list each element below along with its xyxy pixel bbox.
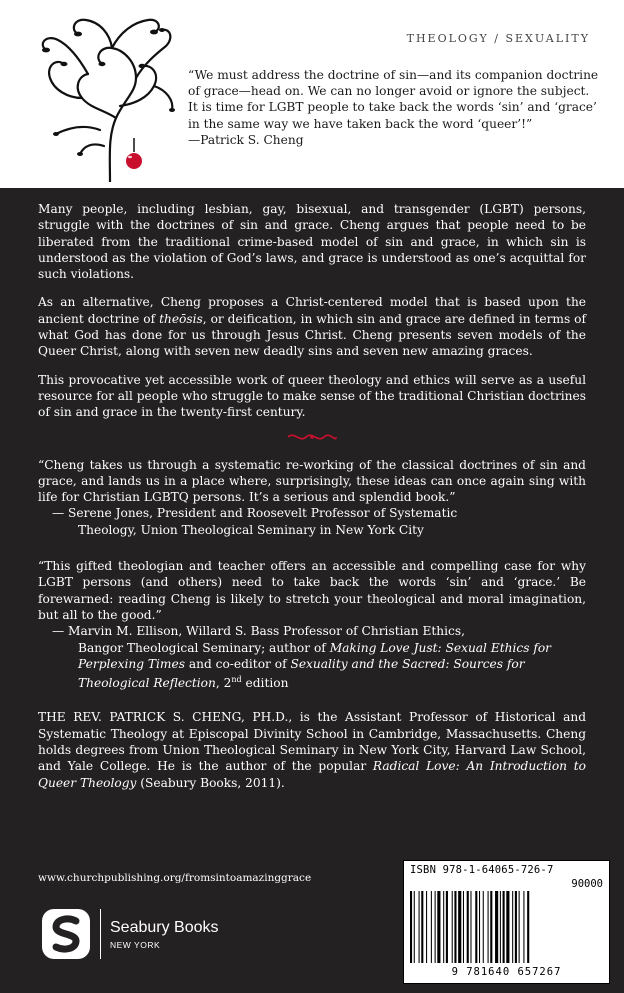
description-text: , or deification, in which sin and grace are defined in terms of what God has done for us through Jesus Christ. Cheng presents seven models of the Queer Christ, along with seven new deadly sins and seven new amazing graces. xyxy=(38,311,587,359)
publisher-logo xyxy=(42,907,292,963)
barcode-bar xyxy=(437,891,440,963)
barcode-bar xyxy=(443,891,444,963)
price-code: 90000 xyxy=(571,878,603,890)
publisher-city: NEW YORK xyxy=(110,940,161,950)
barcode-bar xyxy=(470,891,471,963)
barcode-bar xyxy=(488,891,489,963)
author-quote-text: “We must address the doctrine of sin—and its companion doctrine of grace—head on. We can no longer avoid or ignore the subject. It is time for LGBT people to take back the words ‘sin’ and ‘grace’ in the same way we have taken back the word ‘queer’!” xyxy=(188,68,599,131)
endorsement-byline xyxy=(38,505,586,538)
barcode-digits: 9 781640 657267 xyxy=(451,966,562,978)
author-quote-attribution: —Patrick S. Cheng xyxy=(188,132,304,147)
author-bio xyxy=(38,709,586,790)
seabury-s-icon xyxy=(42,909,90,959)
description-paragraph-3: This provocative yet accessible work of queer theology and ethics will serve as a useful resource for all people who struggle to make sense of the traditional Christian doctrines of sin and grace in the twenty-first century. xyxy=(38,372,586,420)
barcode-bar xyxy=(512,891,513,963)
isbn-number: ISBN 978-1-64065-726-7 xyxy=(410,864,554,876)
isbn-barcode xyxy=(403,860,610,984)
book-title: Making Love Just: Sexual Ethics for Perplexing Times xyxy=(78,640,552,671)
bio-text: THE REV. PATRICK S. CHENG, PH.D., is the Assistant Professor of Historical and Systematic Theology at Episcopal Divinity School in Cambridge, Massachusetts. Cheng holds degrees from Union Theological Seminary in New York City, Harvard Law School, and Yale College. He is the author of the popular xyxy=(38,710,586,774)
byline-line: — Marvin M. Ellison, Willard S. Bass Professor of Christian Ethics, xyxy=(52,624,465,639)
barcode-bar xyxy=(490,891,492,963)
barcode-bar xyxy=(463,891,464,963)
barcode-bar xyxy=(452,891,453,963)
endorsement-quote: “This gifted theologian and teacher offers an accessible and compelling case for why LGBT persons (and others) need to take back the words ‘sin’ and ‘grace.’ Be forewarned: reading Cheng is likely to stretch your theological and moral imagination, but all to the good.” xyxy=(38,559,586,622)
byline-text: Bangor Theological Seminary; author of xyxy=(78,640,330,655)
publisher-divider xyxy=(100,909,101,959)
endorsement-byline xyxy=(38,623,586,691)
description-paragraph-1: Many people, including lesbian, gay, bisexual, and transgender (LGBT) persons, struggle with the doctrines of sin and grace. Cheng argues that people need to be liberated from the traditional crime-based model of sin and grace, in which sin is understood as the violation of God’s laws, and grace is understood as one’s acquittal for such violations. xyxy=(38,202,586,282)
barcode-bar xyxy=(467,891,469,963)
byline-line: Theology, Union Theological Seminary in New York City xyxy=(78,522,424,537)
book-title: Sexuality and the Sacred: Sources for Theological Reflection xyxy=(78,656,525,691)
barcode-bar xyxy=(454,891,456,963)
barcode-bar xyxy=(458,891,461,963)
barcode-bar xyxy=(479,891,480,963)
tree-apple-icon xyxy=(24,6,184,182)
back-cover-body xyxy=(38,201,586,803)
barcode-bar xyxy=(435,891,436,963)
barcode-bar xyxy=(414,891,415,963)
barcode-bar xyxy=(475,891,477,963)
barcode-bar xyxy=(426,891,427,963)
theosis-term: theōsis xyxy=(159,311,203,326)
endorsement-quote: “Cheng takes us through a systematic re-working of the classical doctrines of sin and grace, and lands us in a place where, surprisingly, these ideas can once again sing with life for Christian LGBTQ persons. It’s a serious and splendid book.” xyxy=(38,457,586,505)
byline-text: , 2 xyxy=(215,676,232,691)
byline-text: edition xyxy=(241,676,289,691)
book-title: Radical Love: An Introduction to Queer Theology xyxy=(38,759,586,790)
description-paragraph-2 xyxy=(38,294,586,359)
byline-line xyxy=(58,640,586,692)
barcode-bar xyxy=(431,891,432,963)
barcode-bars xyxy=(408,891,605,965)
barcode-bar xyxy=(500,891,501,963)
ornament-divider-icon xyxy=(286,431,338,443)
barcode-bar xyxy=(421,891,423,963)
publisher-name: Seabury Books xyxy=(110,919,219,936)
barcode-bar xyxy=(419,891,420,963)
barcode-bar xyxy=(410,891,412,963)
barcode-bar xyxy=(515,891,517,963)
barcode-bar xyxy=(495,891,498,963)
author-quote xyxy=(188,67,600,148)
website-url[interactable]: www.churchpublishing.org/fromsintoamazinggrace xyxy=(38,872,312,884)
byline-line: — Serene Jones, President and Roosevelt Professor of Systematic xyxy=(52,506,458,521)
bio-text: (Seabury Books, 2011). xyxy=(136,775,285,790)
barcode-bar xyxy=(483,891,484,963)
ordinal-suffix: nd xyxy=(231,675,242,685)
barcode-bar xyxy=(523,891,524,963)
endorsement-ellison xyxy=(38,558,586,691)
barcode-bar xyxy=(527,891,529,963)
barcode-bar xyxy=(506,891,509,963)
barcode-bar xyxy=(503,891,505,963)
top-panel xyxy=(0,0,624,188)
barcode-bar xyxy=(446,891,448,963)
endorsement-jones xyxy=(38,457,586,538)
barcode-bar xyxy=(519,891,520,963)
category-label: THEOLOGY / SEXUALITY xyxy=(406,32,590,45)
description-text: As an alternative, Cheng proposes a Christ-centered model that is based upon the ancient doctrine of xyxy=(38,295,586,326)
byline-text: and co-editor of xyxy=(184,656,291,671)
